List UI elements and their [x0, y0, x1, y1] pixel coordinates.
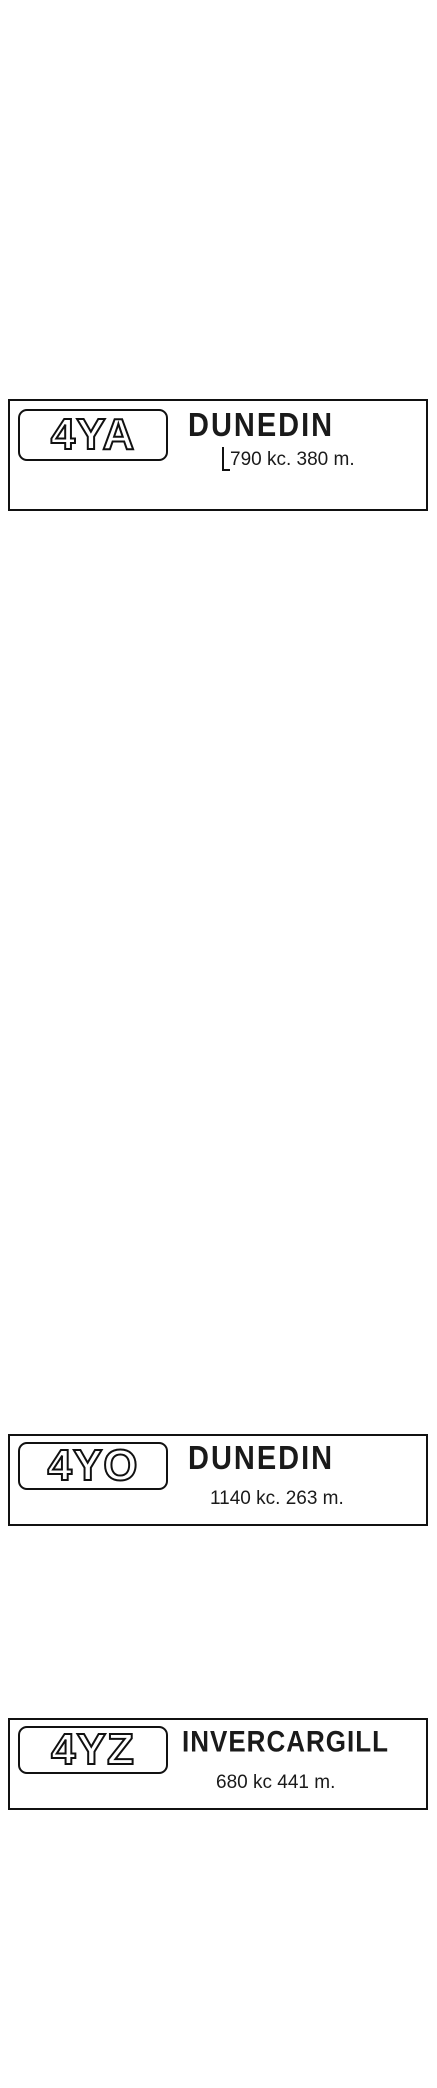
station-header-4yo [8, 1434, 428, 1526]
station-frequency: 680 kc 441 m. [216, 1772, 336, 1793]
station-header-4ya [8, 399, 428, 511]
station-city: DUNEDIN [188, 407, 335, 444]
station-frequency: 1140 kc. 263 m. [210, 1488, 344, 1509]
station-city: INVERCARGILL [182, 1724, 389, 1759]
station-logo-4yo: 4YO [18, 1442, 168, 1490]
station-logo-4ya: 4YA [18, 409, 168, 461]
station-header-4yz [8, 1718, 428, 1810]
station-frequency: 790 kc. 380 m. [230, 449, 355, 470]
station-logo-4yz: 4YZ [18, 1726, 168, 1774]
frequency-bracket [222, 447, 230, 471]
station-city: DUNEDIN [188, 1440, 335, 1477]
